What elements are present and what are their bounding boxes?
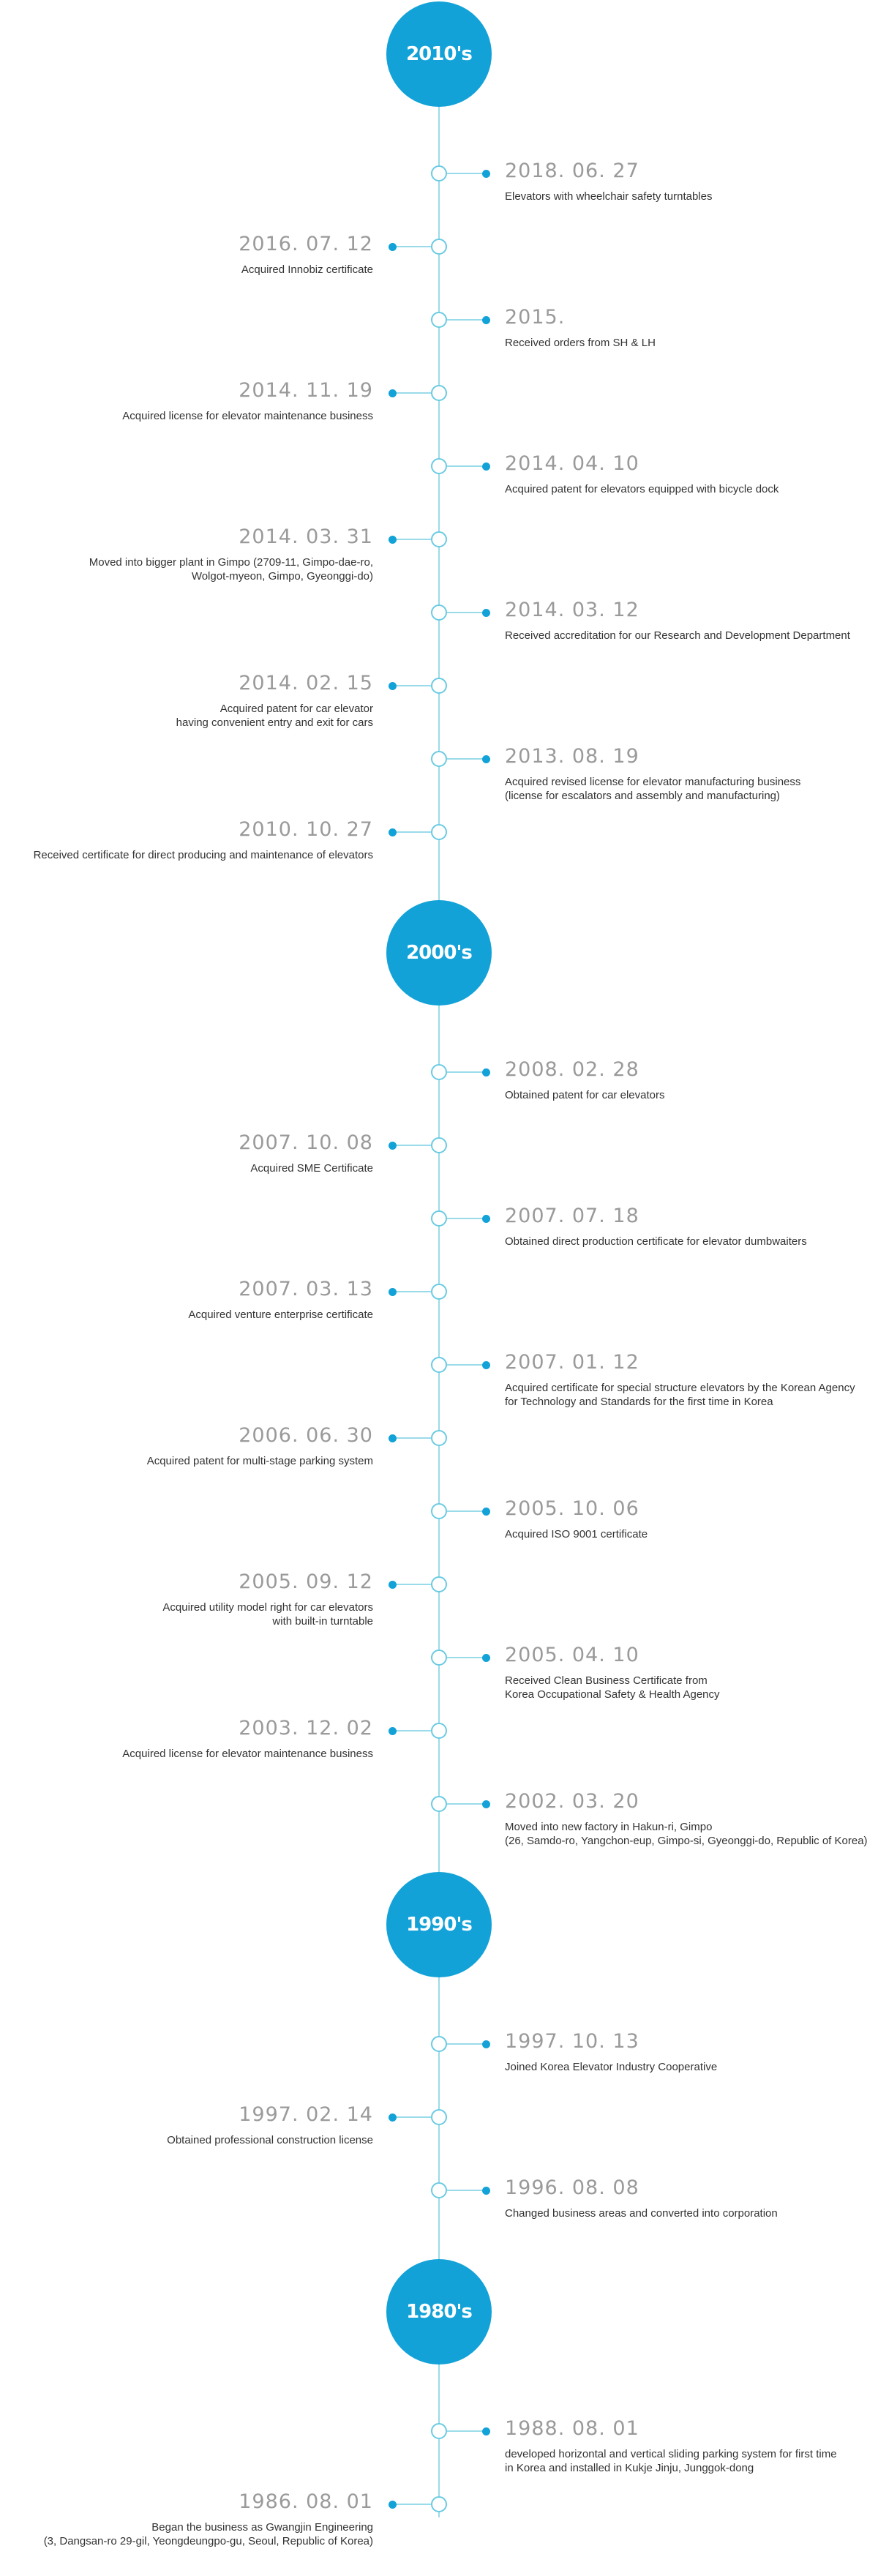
event-description: Received orders from SH & LH xyxy=(505,337,656,349)
node-connector xyxy=(447,2043,486,2045)
timeline-node xyxy=(431,1796,447,1812)
timeline-node xyxy=(431,1064,447,1080)
node-connector xyxy=(447,465,486,467)
event-marker xyxy=(482,1654,490,1662)
node-connector xyxy=(392,1437,431,1439)
event-description: Acquired SME Certificate xyxy=(250,1162,373,1175)
event-date: 2014. 03. 12 xyxy=(505,599,639,621)
timeline-node xyxy=(431,1650,447,1666)
timeline-node xyxy=(431,824,447,840)
event-date: 2005. 04. 10 xyxy=(505,1644,639,1666)
event-marker xyxy=(389,243,397,251)
event-description: Acquired license for elevator maintenance business xyxy=(122,1748,373,1760)
event-marker xyxy=(482,755,490,763)
event-marker xyxy=(482,1361,490,1369)
timeline-node xyxy=(431,2109,447,2125)
event-description: Received certificate for direct producing and maintenance of elevators xyxy=(33,849,373,861)
node-connector xyxy=(392,2116,431,2118)
event-description: Acquired revised license for elevator manufacturing business (license for escalators and assembly and manufacturing) xyxy=(505,776,801,802)
event-description: Began the business as Gwangjin Engineering (3, Dangsan-ro 29-gil, Yeongdeungpo-gu, Seoul, Republic of Korea) xyxy=(43,2521,373,2547)
event-date: 2007. 10. 08 xyxy=(239,1131,373,1154)
node-connector xyxy=(447,612,486,613)
event-description: Moved into bigger plant in Gimpo (2709-11, Gimpo-dae-ro, Wolgot-myeon, Gimpo, Gyeonggi-do) xyxy=(89,556,373,583)
event-description: developed horizontal and vertical sliding parking system for first time in Korea and installed in Kukje Jinju, Junggok-dong xyxy=(505,2448,837,2474)
event-marker xyxy=(482,609,490,617)
event-date: 2014. 11. 19 xyxy=(239,379,373,402)
event-date: 2014. 03. 31 xyxy=(239,525,373,548)
timeline-node xyxy=(431,1137,447,1153)
event-description: Acquired Innobiz certificate xyxy=(241,263,373,276)
timeline-node xyxy=(431,1723,447,1739)
event-date: 2007. 01. 12 xyxy=(505,1351,639,1374)
node-connector xyxy=(392,1584,431,1585)
event-date: 2015. xyxy=(505,306,566,329)
timeline-node xyxy=(431,165,447,181)
timeline-node xyxy=(431,385,447,401)
node-connector xyxy=(392,392,431,394)
node-connector xyxy=(447,1510,486,1512)
event-marker xyxy=(389,682,397,690)
event-marker xyxy=(389,1142,397,1150)
event-description: Obtained patent for car elevators xyxy=(505,1089,665,1101)
timeline-node xyxy=(431,458,447,474)
event-description: Acquired ISO 9001 certificate xyxy=(505,1528,648,1540)
node-connector xyxy=(447,2190,486,2191)
event-marker xyxy=(389,536,397,544)
node-connector xyxy=(447,2430,486,2432)
event-description: Changed business areas and converted into corporation xyxy=(505,2207,778,2220)
event-marker xyxy=(482,2187,490,2195)
timeline-node xyxy=(431,604,447,621)
event-marker xyxy=(389,2501,397,2509)
event-description: Acquired patent for multi-stage parking system xyxy=(146,1455,373,1467)
event-description: Obtained direct production certificate for elevator dumbwaiters xyxy=(505,1235,807,1248)
timeline-node xyxy=(431,1503,447,1519)
event-marker xyxy=(389,389,397,397)
event-description: Acquired utility model right for car elevators with built-in turntable xyxy=(162,1601,373,1628)
event-description: Received accreditation for our Research and Development Department xyxy=(505,629,850,642)
event-date: 2002. 03. 20 xyxy=(505,1790,639,1813)
node-connector xyxy=(447,1657,486,1658)
timeline-node xyxy=(431,2182,447,2198)
node-connector xyxy=(447,758,486,760)
event-date: 2013. 08. 19 xyxy=(505,745,639,768)
event-description: Acquired certificate for special structure elevators by the Korean Agency for Technology and Standards for the first time in Korea xyxy=(505,1382,855,1408)
timeline-node xyxy=(431,239,447,255)
node-connector xyxy=(447,1364,486,1366)
node-connector xyxy=(447,1071,486,1073)
event-date: 2003. 12. 02 xyxy=(239,1717,373,1740)
timeline-node xyxy=(431,751,447,767)
event-description: Acquired license for elevator maintenance business xyxy=(122,410,373,422)
event-date: 2007. 07. 18 xyxy=(505,1205,639,1227)
event-date: 2007. 03. 13 xyxy=(239,1278,373,1300)
timeline-node xyxy=(431,1430,447,1446)
event-date: 2016. 07. 12 xyxy=(239,233,373,255)
node-connector xyxy=(392,831,431,833)
event-date: 2006. 06. 30 xyxy=(239,1424,373,1447)
event-marker xyxy=(389,2113,397,2122)
event-marker xyxy=(482,463,490,471)
event-marker xyxy=(482,2427,490,2435)
event-marker xyxy=(482,170,490,178)
node-connector xyxy=(392,1145,431,1146)
event-marker xyxy=(482,1068,490,1077)
event-date: 1986. 08. 01 xyxy=(239,2490,373,2513)
event-marker xyxy=(389,1581,397,1589)
timeline-node xyxy=(431,2423,447,2439)
event-description: Moved into new factory in Hakun-ri, Gimpo (26, Samdo-ro, Yangchon-eup, Gimpo-si, Gyeonggi-do, Republic of Korea) xyxy=(505,1821,868,1847)
event-description: Elevators with wheelchair safety turntables xyxy=(505,190,713,203)
timeline-node xyxy=(431,1284,447,1300)
event-date: 2010. 10. 27 xyxy=(239,818,373,841)
timeline-node xyxy=(431,531,447,547)
event-date: 2005. 09. 12 xyxy=(239,1570,373,1593)
node-connector xyxy=(447,173,486,174)
event-date: 1997. 10. 13 xyxy=(505,2030,639,2053)
node-connector xyxy=(392,2504,431,2505)
timeline-node xyxy=(431,1210,447,1227)
node-connector xyxy=(447,1803,486,1805)
event-marker xyxy=(482,1215,490,1223)
event-description: Acquired venture enterprise certificate xyxy=(188,1308,373,1321)
event-date: 2008. 02. 28 xyxy=(505,1058,639,1081)
event-marker xyxy=(482,1508,490,1516)
event-marker xyxy=(482,1800,490,1808)
event-description: Received Clean Business Certificate from Korea Occupational Safety & Health Agency xyxy=(505,1674,720,1701)
event-marker xyxy=(482,2040,490,2048)
event-marker xyxy=(389,1288,397,1296)
era-badge: 1980's xyxy=(386,2259,492,2365)
event-marker xyxy=(389,1434,397,1442)
event-date: 1996. 08. 08 xyxy=(505,2176,639,2199)
event-date: 1997. 02. 14 xyxy=(239,2103,373,2126)
event-description: Joined Korea Elevator Industry Cooperative xyxy=(505,2061,718,2073)
era-badge: 2010's xyxy=(386,1,492,107)
node-connector xyxy=(447,1218,486,1219)
node-connector xyxy=(447,319,486,321)
event-date: 2005. 10. 06 xyxy=(505,1497,639,1520)
event-marker xyxy=(389,828,397,836)
event-date: 2014. 04. 10 xyxy=(505,452,639,475)
node-connector xyxy=(392,1730,431,1731)
node-connector xyxy=(392,685,431,686)
timeline-node xyxy=(431,1357,447,1373)
timeline-node xyxy=(431,1576,447,1592)
event-description: Acquired patent for elevators equipped with bicycle dock xyxy=(505,483,779,495)
event-date: 2018. 06. 27 xyxy=(505,160,639,182)
era-badge: 1990's xyxy=(386,1872,492,1977)
timeline-node xyxy=(431,312,447,328)
event-marker xyxy=(482,316,490,324)
timeline-node xyxy=(431,2496,447,2512)
event-date: 2014. 02. 15 xyxy=(239,672,373,694)
event-description: Acquired patent for car elevator having convenient entry and exit for cars xyxy=(176,703,373,729)
node-connector xyxy=(392,1291,431,1292)
node-connector xyxy=(392,539,431,540)
timeline-node xyxy=(431,678,447,694)
event-marker xyxy=(389,1727,397,1735)
timeline-node xyxy=(431,2036,447,2052)
event-date: 1988. 08. 01 xyxy=(505,2417,639,2440)
node-connector xyxy=(392,246,431,247)
event-description: Obtained professional construction license xyxy=(167,2134,373,2146)
era-badge: 2000's xyxy=(386,900,492,1006)
